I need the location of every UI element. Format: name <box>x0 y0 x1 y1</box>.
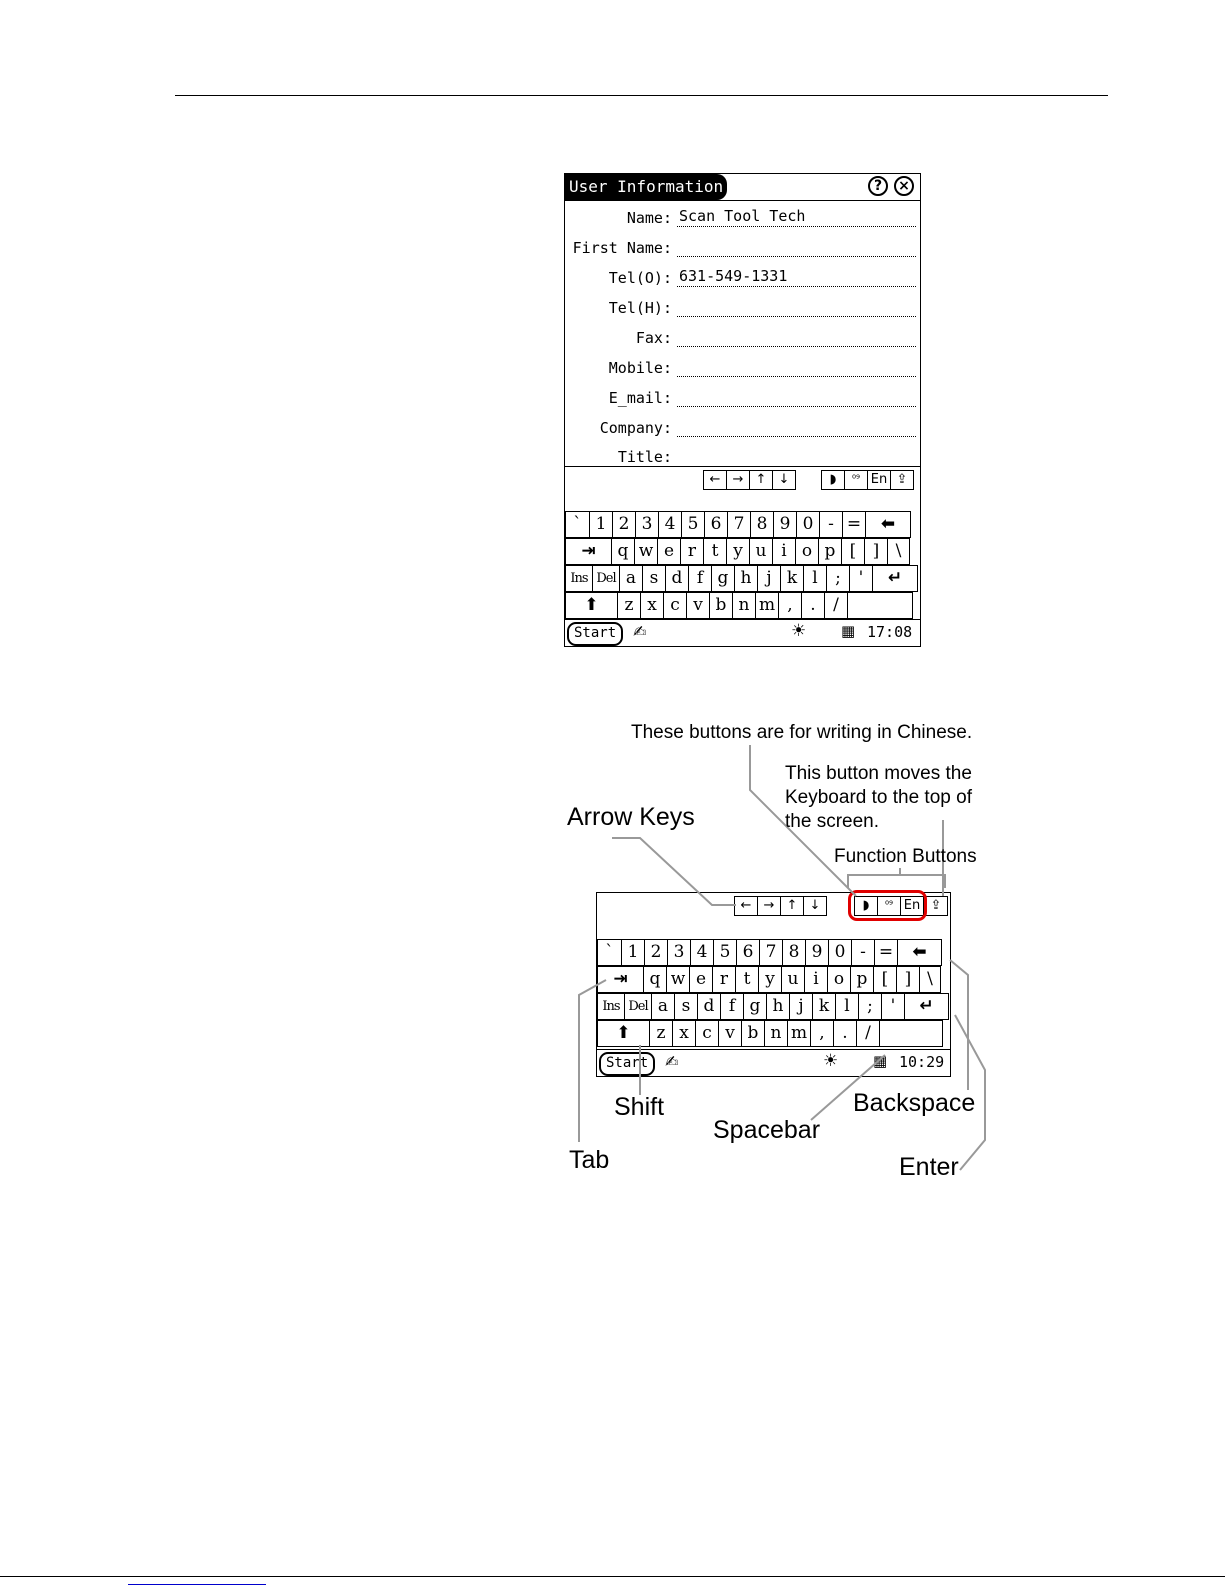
annotation-function-buttons: Function Buttons <box>834 846 977 867</box>
key-2[interactable]: 2 <box>644 939 668 966</box>
email-label: E_mail: <box>608 389 672 407</box>
annotation-tab: Tab <box>569 1146 610 1174</box>
annotation-spacebar: Spacebar <box>713 1116 821 1144</box>
key-x[interactable]: x <box>640 592 664 619</box>
company-label: Company: <box>599 419 672 437</box>
key-z[interactable]: z <box>617 592 641 619</box>
key-m[interactable]: m <box>755 592 779 619</box>
annotation-move-keyboard <box>785 762 972 834</box>
key-semicolon[interactable]: ; <box>826 565 850 592</box>
key-d[interactable]: d <box>697 993 721 1020</box>
annotation-enter: Enter <box>899 1153 959 1181</box>
annotation-chinese: These buttons are for writing in Chinese. <box>631 722 973 743</box>
key-s[interactable]: s <box>642 565 666 592</box>
key-t[interactable]: t <box>703 538 727 565</box>
key-9[interactable]: 9 <box>805 939 829 966</box>
up-arrow-key[interactable]: ↑ <box>780 896 804 916</box>
window-title: User Information <box>565 174 727 200</box>
key-8[interactable]: 8 <box>750 511 774 538</box>
key-u[interactable]: u <box>749 538 773 565</box>
brightness-icon[interactable]: ☀ <box>823 1051 839 1071</box>
key-v[interactable]: v <box>718 1020 742 1047</box>
down-arrow-key[interactable]: ↓ <box>803 896 827 916</box>
key-s[interactable]: s <box>674 993 698 1020</box>
key-j[interactable]: j <box>757 565 781 592</box>
key-apostrophe[interactable]: ' <box>881 993 905 1020</box>
key-y[interactable]: y <box>726 538 750 565</box>
key-c[interactable]: c <box>663 592 687 619</box>
key-i[interactable]: i <box>804 966 828 993</box>
key-w[interactable]: w <box>666 966 690 993</box>
key-n[interactable]: n <box>764 1020 788 1047</box>
key-g[interactable]: g <box>711 565 735 592</box>
title-label: Title: <box>617 448 672 466</box>
leader-function-buttons <box>848 875 945 888</box>
key-semicolon[interactable]: ; <box>858 993 882 1020</box>
key-e[interactable]: e <box>657 538 681 565</box>
key-5[interactable]: 5 <box>713 939 737 966</box>
key-minus[interactable]: - <box>819 511 843 538</box>
key-n[interactable]: n <box>732 592 756 619</box>
key-t[interactable]: t <box>735 966 759 993</box>
annotation-backspace: Backspace <box>853 1089 976 1117</box>
key-a[interactable]: a <box>651 993 675 1020</box>
key-a[interactable]: a <box>619 565 643 592</box>
chinese-input-button[interactable]: ◗ <box>821 470 845 490</box>
annotation-shift: Shift <box>614 1093 665 1121</box>
key-left-bracket[interactable]: [ <box>841 538 865 565</box>
close-icon[interactable]: × <box>894 176 914 196</box>
leader-backspace <box>950 960 968 1090</box>
key-backslash[interactable]: \ <box>919 966 941 993</box>
start-button[interactable]: Start <box>567 622 623 646</box>
backspace-key[interactable]: ⬅ <box>897 939 942 966</box>
key-backtick[interactable]: ` <box>597 939 622 966</box>
key-comma[interactable]: , <box>778 592 802 619</box>
key-equals[interactable]: = <box>874 939 898 966</box>
left-arrow-key[interactable]: ← <box>734 896 758 916</box>
brightness-icon[interactable]: ☀ <box>791 621 807 641</box>
key-1[interactable]: 1 <box>621 939 645 966</box>
annotation-move-keyboard-line2: Keyboard to the top of <box>785 787 972 808</box>
key-r[interactable]: r <box>712 966 736 993</box>
key-h[interactable]: h <box>766 993 790 1020</box>
shift-key[interactable]: ⬆ <box>597 1020 650 1047</box>
key-k[interactable]: k <box>812 993 836 1020</box>
help-icon[interactable]: ? <box>868 176 888 196</box>
tel-office-label: Tel(O): <box>608 269 672 287</box>
key-comma[interactable]: , <box>810 1020 834 1047</box>
key-2[interactable]: 2 <box>612 511 636 538</box>
key-q[interactable]: q <box>643 966 667 993</box>
key-9[interactable]: 9 <box>773 511 797 538</box>
key-right-bracket[interactable]: ] <box>896 966 920 993</box>
key-i[interactable]: i <box>772 538 796 565</box>
key-6[interactable]: 6 <box>736 939 760 966</box>
keyboard-icon[interactable]: ▦ <box>873 1052 888 1070</box>
mobile-label: Mobile: <box>608 359 672 377</box>
insert-key[interactable]: Ins <box>565 565 593 592</box>
key-r[interactable]: r <box>680 538 704 565</box>
key-slash[interactable]: / <box>824 592 848 619</box>
fax-label: Fax: <box>635 329 672 347</box>
delete-key[interactable]: Del <box>624 993 652 1020</box>
move-keyboard-button[interactable]: ⇪ <box>924 896 948 916</box>
key-j[interactable]: j <box>789 993 813 1020</box>
key-1[interactable]: 1 <box>589 511 613 538</box>
move-keyboard-button[interactable]: ⇪ <box>890 470 914 490</box>
key-h[interactable]: h <box>734 565 758 592</box>
key-v[interactable]: v <box>686 592 710 619</box>
chinese-input-button[interactable]: ◗ <box>854 896 878 916</box>
key-6[interactable]: 6 <box>704 511 728 538</box>
key-o[interactable]: o <box>795 538 819 565</box>
key-apostrophe[interactable]: ' <box>849 565 873 592</box>
english-button[interactable]: En <box>900 896 924 916</box>
down-arrow-key[interactable]: ↓ <box>772 470 796 490</box>
tab-key[interactable]: ⇥ <box>565 538 612 565</box>
key-4[interactable]: 4 <box>658 511 682 538</box>
key-0[interactable]: 0 <box>828 939 852 966</box>
key-b[interactable]: b <box>741 1020 765 1047</box>
shift-key[interactable]: ⬆ <box>565 592 618 619</box>
name-label: Name: <box>626 209 672 227</box>
key-g[interactable]: g <box>743 993 767 1020</box>
key-right-bracket[interactable]: ] <box>864 538 888 565</box>
insert-key[interactable]: Ins <box>597 993 625 1020</box>
start-button[interactable]: Start <box>599 1052 655 1076</box>
key-q[interactable]: q <box>611 538 635 565</box>
pen-icon[interactable]: ✍ <box>665 1052 679 1071</box>
key-l[interactable]: l <box>803 565 827 592</box>
key-z[interactable]: z <box>649 1020 673 1047</box>
key-7[interactable]: 7 <box>727 511 751 538</box>
key-left-bracket[interactable]: [ <box>873 966 897 993</box>
key-equals[interactable]: = <box>842 511 866 538</box>
key-7[interactable]: 7 <box>759 939 783 966</box>
english-button[interactable]: En <box>867 470 891 490</box>
key-e[interactable]: e <box>689 966 713 993</box>
key-5[interactable]: 5 <box>681 511 705 538</box>
enter-key[interactable]: ↵ <box>904 993 949 1020</box>
key-o[interactable]: o <box>827 966 851 993</box>
key-d[interactable]: d <box>665 565 689 592</box>
key-4[interactable]: 4 <box>690 939 714 966</box>
key-p[interactable]: p <box>818 538 842 565</box>
key-3[interactable]: 3 <box>635 511 659 538</box>
key-f[interactable]: f <box>688 565 712 592</box>
backspace-key[interactable]: ⬅ <box>865 511 911 538</box>
key-minus[interactable]: - <box>851 939 875 966</box>
key-m[interactable]: m <box>787 1020 811 1047</box>
key-b[interactable]: b <box>709 592 733 619</box>
tab-key[interactable]: ⇥ <box>597 966 644 993</box>
key-slash[interactable]: / <box>856 1020 880 1047</box>
leader-tab <box>579 980 606 1142</box>
right-arrow-key[interactable]: → <box>757 896 781 916</box>
key-period[interactable]: . <box>801 592 825 619</box>
key-u[interactable]: u <box>781 966 805 993</box>
annotation-move-keyboard-line3: the screen. <box>785 811 879 832</box>
tel-home-label: Tel(H): <box>608 299 672 317</box>
key-0[interactable]: 0 <box>796 511 820 538</box>
up-arrow-key[interactable]: ↑ <box>749 470 773 490</box>
first-name-label: First Name: <box>572 239 672 257</box>
right-arrow-key[interactable]: → <box>726 470 750 490</box>
pen-icon[interactable]: ✍ <box>633 622 647 641</box>
key-p[interactable]: p <box>850 966 874 993</box>
annotation-move-keyboard-line1: This button moves the <box>785 763 972 784</box>
key-w[interactable]: w <box>634 538 658 565</box>
key-backslash[interactable]: \ <box>887 538 910 565</box>
annotation-arrow-keys: Arrow Keys <box>567 803 695 831</box>
clock: 10:29 <box>899 1053 945 1071</box>
chinese-punctuation-button[interactable]: ⁰⁹ <box>844 470 868 490</box>
chinese-punctuation-button[interactable]: ⁰⁹ <box>877 896 901 916</box>
clock: 17:08 <box>867 623 913 641</box>
key-8[interactable]: 8 <box>782 939 806 966</box>
key-backtick[interactable]: ` <box>565 511 590 538</box>
key-period[interactable]: . <box>833 1020 857 1047</box>
leader-arrow-keys <box>612 838 736 905</box>
name-field[interactable]: Scan Tool Tech <box>677 206 916 227</box>
delete-key[interactable]: Del <box>592 565 620 592</box>
key-y[interactable]: y <box>758 966 782 993</box>
key-3[interactable]: 3 <box>667 939 691 966</box>
key-l[interactable]: l <box>835 993 859 1020</box>
key-x[interactable]: x <box>672 1020 696 1047</box>
enter-key[interactable]: ↵ <box>872 565 918 592</box>
left-arrow-key[interactable]: ← <box>703 470 727 490</box>
key-f[interactable]: f <box>720 993 744 1020</box>
tel-office-field[interactable]: 631-549-1331 <box>677 266 916 287</box>
key-c[interactable]: c <box>695 1020 719 1047</box>
key-k[interactable]: k <box>780 565 804 592</box>
keyboard-icon[interactable]: ▦ <box>841 622 856 640</box>
